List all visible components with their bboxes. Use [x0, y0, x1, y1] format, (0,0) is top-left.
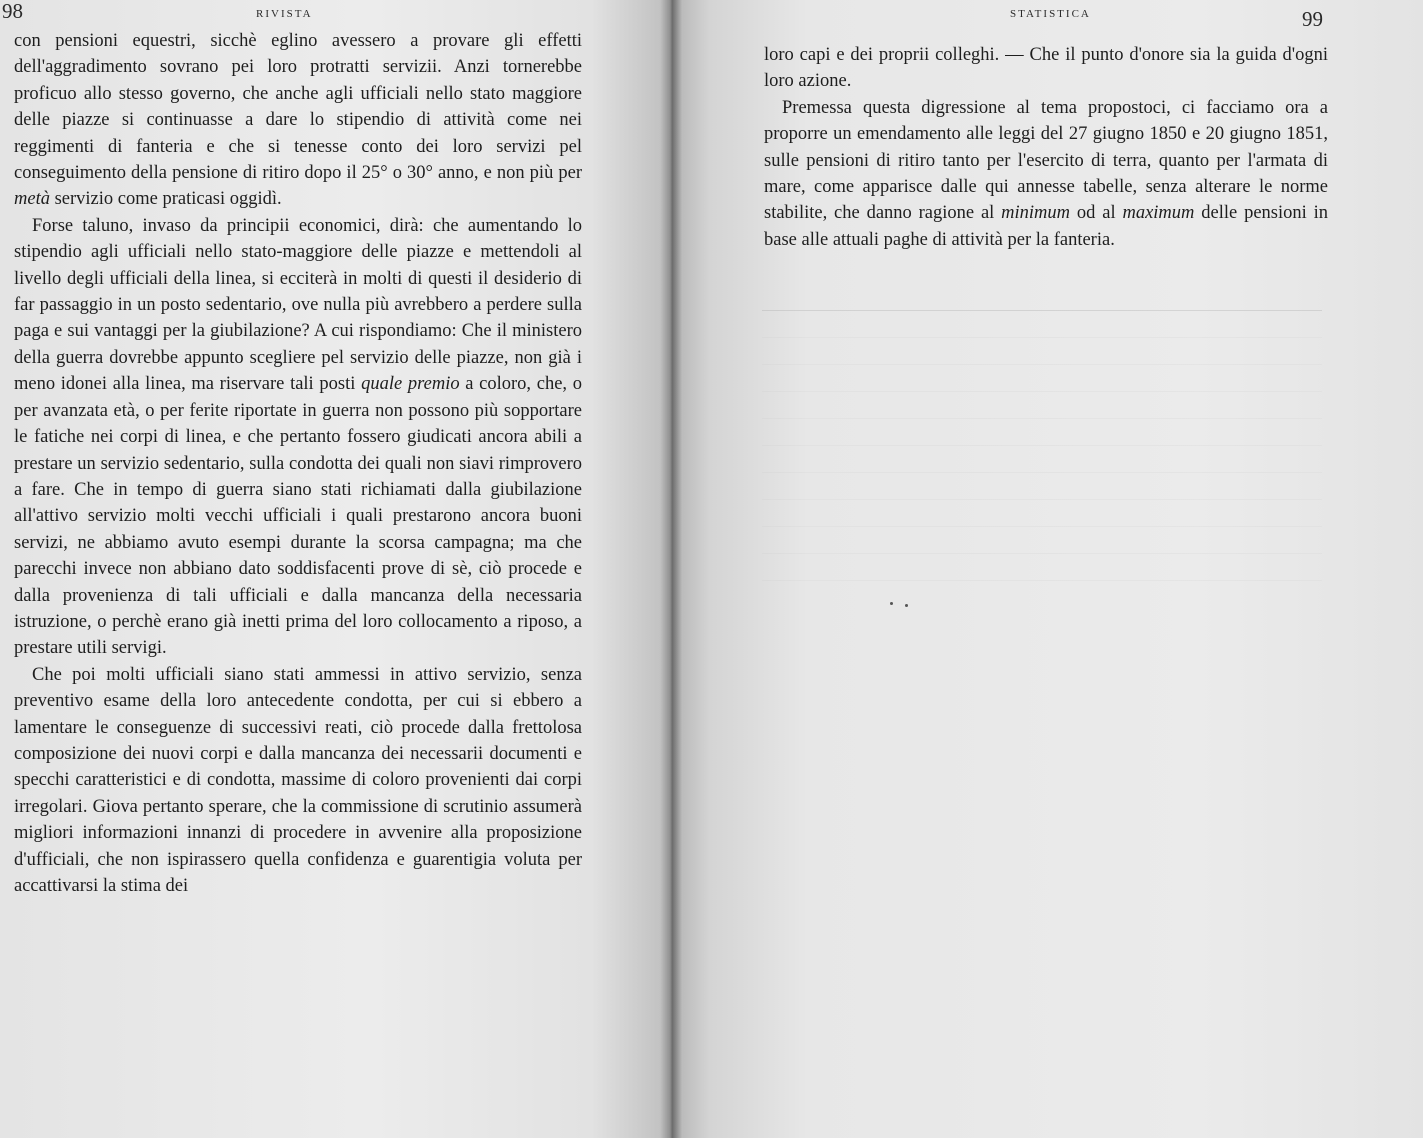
ink-speck: [890, 602, 893, 605]
left-paragraph-1: con pensioni equestri, sicchè eglino avessero a provare gli effetti dell'aggradimento sovrano pei loro protratti servizii. Anzi tornerebbe proficuo allo stesso governo, che anche agli ufficiali nello stato maggiore delle piazze si continuasse a dare lo stipendio di attività come nei reggimenti di fanteria e che si tenesse conto dei loro servizi pel conseguimento della pensione di ritiro dopo il 25° o 30° anno, e non più per metà servizio come praticasi oggidì.: [14, 31, 582, 210]
right-running-head: STATISTICA: [1010, 8, 1091, 20]
left-page: [0, 0, 672, 1138]
right-page-number: 99: [1302, 7, 1323, 31]
left-body-text: [14, 28, 582, 899]
right-page: [672, 0, 1423, 1138]
left-running-head: RIVISTA: [256, 8, 313, 20]
left-paragraph-2: Forse taluno, invaso da principii economici, dirà: che aumentando lo stipendio agli ufficiali nello stato-maggiore delle piazze e mettendoli al livello degli ufficiali della linea, si ecciterà in molti di questi il desiderio di far passaggio in un posto sedentario, ove nulla più avrebbero a perdere sulla paga e sui vantaggi per la giubilazione? A cui rispondiamo: Che il ministero della guerra dovrebbe appunto scegliere pel servizio delle piazze, non già i meno idonei alla linea, ma riservare tali posti quale premio a coloro, che, o per avanzata età, o per ferite riportate in guerra non possono più sopportare le fatiche nei corpi di linea, e che pertanto fossero giudicati ancora abili a prestare un servizio sedentario, sulla condotta dei quali non siavi rimprovero a fare. Che in tempo di guerra siano stati richiamati dalla giubilazione all'attivo servizio molti vecchi ufficiali i quali prestarono ancora buoni servizi, ne abbiamo avuto esempi durante la scorsa campagna; ma che parecchi invece non abbiano dato soddisfacenti prove di sè, ciò procede e dalla provenienza di tali ufficiali e dalla mancanza della necessaria istruzione, o perchè erano già inetti prima del loro collocamento a riposo, a prestare utili servigi.: [14, 215, 582, 659]
right-paragraph-1: loro capi e dei proprii colleghi. — Che il punto d'onore sia la guida d'ogni loro azione.: [764, 45, 1328, 92]
left-page-number: 98: [2, 0, 23, 23]
ink-speck: [905, 604, 908, 607]
bleed-through-table: [762, 310, 1322, 591]
right-paragraph-2: Premessa questa digressione al tema propostoci, ci facciamo ora a proporre un emendamento alle leggi del 27 giugno 1850 e 20 giugno 1851, sulle pensioni di ritiro tanto per l'esercito di terra, quanto per l'armata di mare, come apparisce dalle qui annesse tabelle, senza alterare le norme stabilite, che danno ragione al minimum od al maximum delle pensioni in base alle attuali paghe di attività per la fanteria.: [764, 97, 1328, 250]
left-paragraph-3: Che poi molti ufficiali siano stati ammessi in attivo servizio, senza preventivo esame della loro antecedente condotta, per cui si ebbero a lamentare le conseguenze di successivi reati, ciò procede dalla frettolosa composizione dei nuovi corpi e dalla mancanza dei necessarii documenti e specchi caratteristici e di condotta, massime di coloro provenienti dai corpi irregolari. Giova pertanto sperare, che la commissione di scrutinio assumerà migliori informazioni innanzi di procedere in avvenire alla proposizione d'ufficiali, che non ispirassero quella confidenza e guarentigia voluta per accattivarsi la stima dei: [14, 664, 582, 896]
right-body-text: [764, 42, 1328, 253]
book-gutter: [660, 0, 682, 1138]
